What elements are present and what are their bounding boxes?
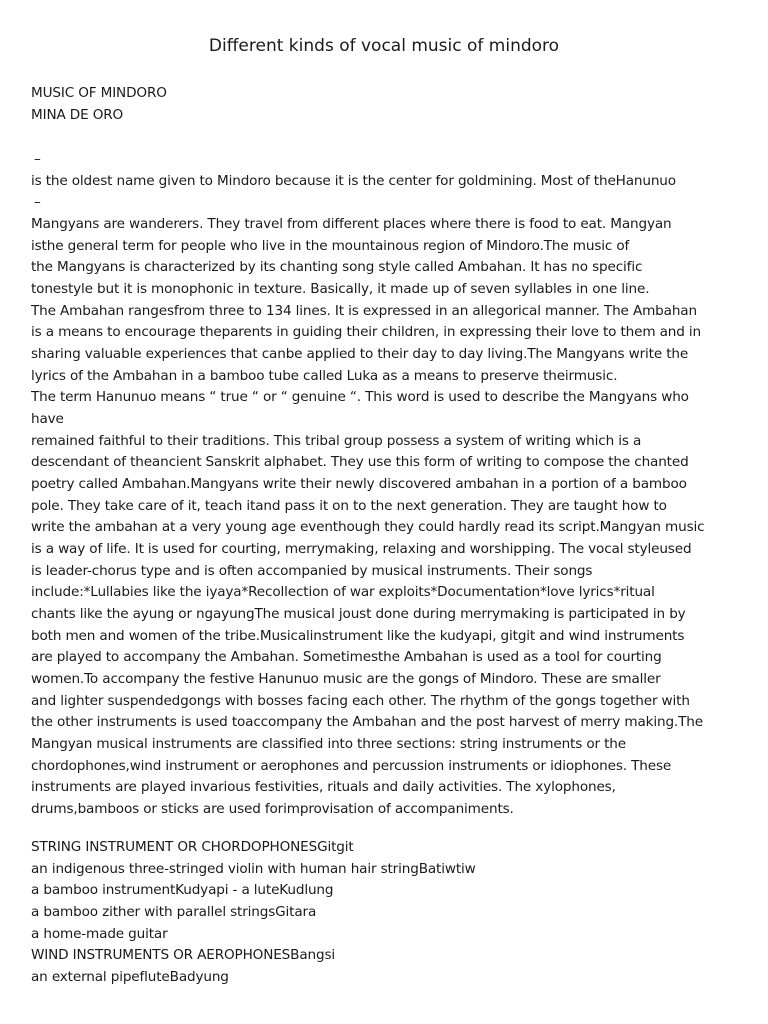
text-line: lyrics of the Ambahan in a bamboo tube called Luka as a means to preserve theirmusic.: [31, 368, 618, 384]
text-line: a bamboo zither with parallel stringsGitara: [31, 904, 317, 920]
text-line: have: [31, 411, 64, 427]
text-line: an external pipefluteBadyung: [31, 969, 229, 985]
text-line: the Mangyans is characterized by its chanting song style called Ambahan. It has no specific: [31, 259, 643, 275]
text-line: isthe general term for people who live in the mountainous region of Mindoro.The music of: [31, 238, 630, 254]
text-line: chants like the ayung or ngayungThe musical joust done during merrymaking is participated in by: [31, 606, 686, 622]
text-line: is a way of life. It is used for courting, merrymaking, relaxing and worshipping. The vocal styleused: [31, 541, 692, 557]
text-line: remained faithful to their traditions. This tribal group possess a system of writing which is a: [31, 433, 642, 449]
text-line: include:*Lullabies like the iyaya*Recollection of war exploits*Documentation*love lyrics*ritual: [31, 584, 655, 600]
text-line: WIND INSTRUMENTS OR AEROPHONESBangsi: [31, 947, 336, 963]
text-line: is the oldest name given to Mindoro because it is the center for goldmining. Most of theHanunuo: [31, 173, 676, 189]
text-line: sharing valuable experiences that canbe applied to their day to day living.The Mangyans write the: [31, 346, 689, 362]
text-line: –: [34, 194, 41, 210]
text-line: The term Hanunuo means “ true “ or “ genuine “. This word is used to describe the Mangyans who: [31, 389, 689, 405]
text-line: MINA DE ORO: [31, 107, 124, 123]
text-line: instruments are played invarious festivities, rituals and daily activities. The xylophones,: [31, 779, 616, 795]
text-line: Mangyan musical instruments are classified into three sections: string instruments or the: [31, 736, 626, 752]
text-line: The Ambahan rangesfrom three to 134 lines. It is expressed in an allegorical manner. The Ambahan: [31, 303, 697, 319]
text-line: and lighter suspendedgongs with bosses facing each other. The rhythm of the gongs together with: [31, 693, 690, 709]
text-line: a home-made guitar: [31, 926, 168, 942]
text-line: the other instruments is used toaccompany the Ambahan and the post harvest of merry making.The: [31, 714, 703, 730]
text-line: pole. They take care of it, teach itand pass it on to the next generation. They are taught how to: [31, 498, 667, 514]
text-line: STRING INSTRUMENT OR CHORDOPHONESGitgit: [31, 839, 354, 855]
text-line: descendant of theancient Sanskrit alphabet. They use this form of writing to compose the chanted: [31, 454, 689, 470]
text-line: –: [34, 151, 41, 167]
text-line: both men and women of the tribe.Musicalinstrument like the kudyapi, gitgit and wind instruments: [31, 628, 685, 644]
text-line: is leader-chorus type and is often accompanied by musical instruments. Their songs: [31, 563, 593, 579]
text-line: MUSIC OF MINDORO: [31, 85, 167, 101]
text-line: Mangyans are wanderers. They travel from different places where there is food to eat. Mangyan: [31, 216, 672, 232]
text-line: drums,bamboos or sticks are used forimprovisation of accompaniments.: [31, 801, 514, 817]
text-line: write the ambahan at a very young age eventhough they could hardly read its script.Mangyan music: [31, 519, 705, 535]
text-line: poetry called Ambahan.Mangyans write their newly discovered ambahan in a portion of a bamboo: [31, 476, 687, 492]
text-line: are played to accompany the Ambahan. Sometimesthe Ambahan is used as a tool for courting: [31, 649, 662, 665]
text-line: chordophones,wind instrument or aerophones and percussion instruments or idiophones. These: [31, 758, 672, 774]
document-title: Different kinds of vocal music of mindoro: [208, 36, 560, 56]
text-line: women.To accompany the festive Hanunuo music are the gongs of Mindoro. These are smaller: [31, 671, 661, 687]
text-line: is a means to encourage theparents in guiding their children, in expressing their love to them and in: [31, 324, 701, 340]
text-line: tonestyle but it is monophonic in texture. Basically, it made up of seven syllables in one line.: [31, 281, 650, 297]
text-line: an indigenous three-stringed violin with human hair stringBatiwtiw: [31, 861, 476, 877]
text-line: a bamboo instrumentKudyapi - a luteKudlung: [31, 882, 334, 898]
